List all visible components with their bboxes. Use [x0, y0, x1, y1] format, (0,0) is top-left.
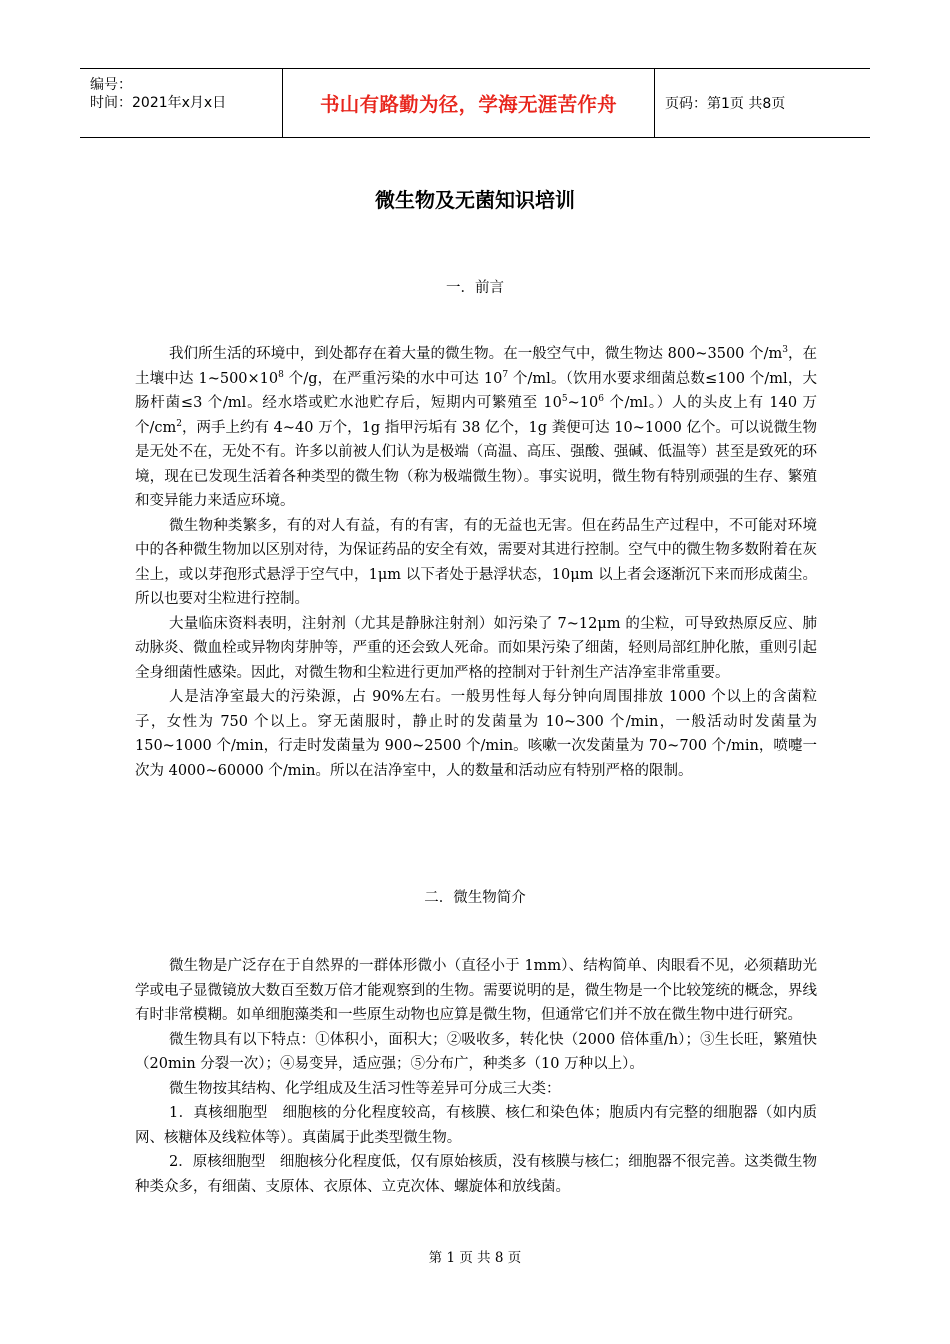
- section-preface-body: [135, 342, 817, 783]
- paragraph: 微生物按其结构、化学组成及生活习性等差异可分成三大类：: [169, 1080, 561, 1097]
- paragraph: 1．真核细胞型 细胞核的分化程度较高，有核膜、核仁和染色体；胞质内有完整的细胞器（如内质网、核糖体及线粒体等）。真菌属于此类型微生物。: [135, 1105, 817, 1146]
- paragraph: 微生物是广泛存在于自然界的一群体形微小（直径小于 1mm）、结构简单、肉眼看不见，必须藉助光学或电子显微镜放大数百至数万倍才能观察到的生物。需要说明的是，微生物是一个比较笼统的概念，界线有时非常模糊。如单细胞藻类和一些原生动物也应算是微生物，但通常它们并不放在微生物中进行研究。: [135, 958, 817, 1023]
- document-title: 微生物及无菌知识培训: [375, 188, 575, 212]
- header-number: 编号：: [90, 77, 132, 93]
- header-meta: [80, 69, 283, 137]
- header-time: 时间：2021年x月x日: [90, 95, 227, 111]
- paragraph: 我们所生活的环境中，到处都存在着大量的微生物。在一般空气中，微生物达 800~3500 个$/m^3$，在土壤中达 $1\sim 500\times 10^8$ 个/g，在严重污染的水中可达 $10^7$ 个/ml。（饮用水要求细菌总数≤100 个/ml，大肠杆菌≤3 个/ml。经水塔或贮水池贮存后，短期内可繁殖至 $10^5\sim 10^6$ 个/ml。）人的头皮上有 140 万个$/cm^2$，两手上约有 4~40 万个，1g 指甲污垢有 38 亿个，1g 粪便可达 10~1000 亿个。可以说微生物是无处不在，无处不有。许多以前被人们认为是极端（高温、高压、强酸、强碱、低温等）甚至是致死的环境，现在已发现生活着各种类型的微生物（称为极端微生物）。事实说明，微生物有特别顽强的生存、繁殖和变异能力来适应环境。: [135, 345, 817, 509]
- header-motto-cell: [283, 69, 655, 137]
- section-heading-preface: 一．前言: [446, 280, 504, 296]
- section-microbes-body: [135, 954, 817, 1199]
- section-heading-microbes: 二．微生物简介: [424, 890, 526, 906]
- paragraph: 微生物种类繁多，有的对人有益，有的有害，有的无益也无害。但在药品生产过程中，不可能对环境中的各种微生物加以区别对待，为保证药品的安全有效，需要对其进行控制。空气中的微生物多数附着在灰尘上，或以芽孢形式悬浮于空气中，1μm 以下者处于悬浮状态，10μm 以上者会逐渐沉下来而形成菌尘。所以也要对尘粒进行控制。: [135, 517, 817, 607]
- paragraph: 大量临床资料表明，注射剂（尤其是静脉注射剂）如污染了 7~12μm 的尘粒，可导致热原反应、肺动脉炎、微血栓或异物肉芽肿等，严重的还会致人死命。而如果污染了细菌，轻则局部红肿化脓，重则引起全身细菌性感染。因此，对微生物和尘粒进行更加严格的控制对于针剂生产洁净室非常重要。: [135, 615, 817, 681]
- page-header: [80, 68, 870, 138]
- header-page-number: 页码：第1页 共8页: [665, 96, 786, 112]
- page-footer: 第 1 页 共 8 页: [428, 1250, 522, 1266]
- paragraph: 2．原核细胞型 细胞核分化程度低，仅有原始核质，没有核膜与核仁；细胞器不很完善。这类微生物种类众多，有细菌、支原体、衣原体、立克次体、螺旋体和放线菌。: [135, 1154, 817, 1195]
- header-motto: 书山有路勤为径，学海无涯苦作舟: [319, 93, 617, 116]
- paragraph: 人是洁净室最大的污染源，占 90%左右。一般男性每人每分钟向周围排放 1000 个以上的含菌粒子，女性为 750 个以上。穿无菌服时，静止时的发菌量为 10~300 个/min，一般活动时发菌量为 150~1000 个/min，行走时发菌量为 900~2500 个/min。咳嗽一次发菌量为 70~700 个/min，喷嚏一次为 4000~60000 个/min。所以在洁净室中，人的数量和活动应有特别严格的限制。: [135, 689, 817, 779]
- paragraph: 微生物具有以下特点：①体积小，面积大；②吸收多，转化快（2000 倍体重/h）；③生长旺，繁殖快（20min 分裂一次）；④易变异，适应强；⑤分布广，种类多（10 万种以上）。: [135, 1031, 817, 1072]
